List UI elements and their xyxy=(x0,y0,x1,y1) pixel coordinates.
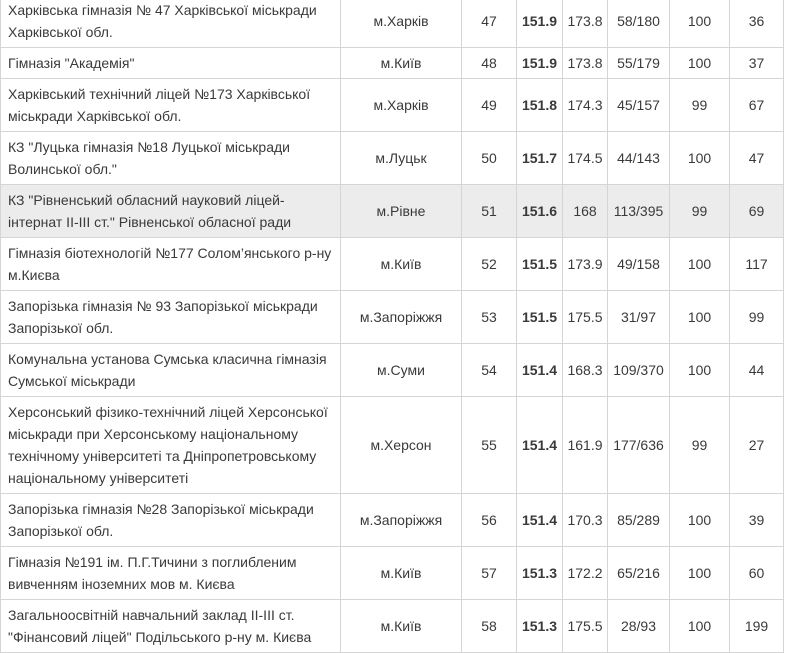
participants-ratio-cell: 31/97 xyxy=(608,291,670,344)
rank-cell: 52 xyxy=(462,238,517,291)
participants-ratio-cell: 58/180 xyxy=(608,0,670,48)
max-score-cell: 172.2 xyxy=(563,547,608,600)
participants-ratio-cell: 28/93 xyxy=(608,600,670,653)
participants-ratio-cell: 177/636 xyxy=(608,397,670,494)
table-row xyxy=(1,238,784,291)
participants-ratio-cell: 65/216 xyxy=(608,547,670,600)
score-cell: 151.4 xyxy=(517,397,563,494)
school-name-cell: Гімназія №191 ім. П.Г.Тичини з поглибленим вивченням іноземних мов м. Києва xyxy=(1,547,341,600)
max-score-cell: 175.5 xyxy=(563,291,608,344)
participants-ratio-cell: 55/179 xyxy=(608,48,670,79)
school-name-cell: Запорізька гімназія №28 Запорізької міськради Запорізької обл. xyxy=(1,494,341,547)
table-row xyxy=(1,79,784,132)
percent-cell: 100 xyxy=(670,344,730,397)
score-cell: 151.5 xyxy=(517,238,563,291)
max-score-cell: 174.5 xyxy=(563,132,608,185)
position-cell: 47 xyxy=(730,132,784,185)
school-name-cell: Запорізька гімназія № 93 Запорізької міськради Запорізької обл. xyxy=(1,291,341,344)
score-cell: 151.4 xyxy=(517,494,563,547)
max-score-cell: 173.8 xyxy=(563,0,608,48)
percent-cell: 100 xyxy=(670,48,730,79)
table-row xyxy=(1,600,784,653)
score-cell: 151.8 xyxy=(517,79,563,132)
rank-cell: 48 xyxy=(462,48,517,79)
city-cell: м.Херсон xyxy=(341,397,462,494)
school-name-cell: Харківський технічний ліцей №173 Харківської міськради Харківської обл. xyxy=(1,79,341,132)
rank-cell: 50 xyxy=(462,132,517,185)
rank-cell: 54 xyxy=(462,344,517,397)
table-row xyxy=(1,397,784,494)
school-name-cell: Загальноосвітній навчальний заклад ІІ-ІІІ ст. "Фінансовий ліцей" Подільського р-ну м. Києва xyxy=(1,600,341,653)
max-score-cell: 168.3 xyxy=(563,344,608,397)
participants-ratio-cell: 85/289 xyxy=(608,494,670,547)
school-name-cell: КЗ "Рівненський обласний науковий ліцей-інтернат ІІ-ІІІ ст." Рівненської обласної ради xyxy=(1,185,341,238)
city-cell: м.Київ xyxy=(341,600,462,653)
max-score-cell: 174.3 xyxy=(563,79,608,132)
city-cell: м.Київ xyxy=(341,547,462,600)
position-cell: 60 xyxy=(730,547,784,600)
percent-cell: 100 xyxy=(670,291,730,344)
max-score-cell: 161.9 xyxy=(563,397,608,494)
rank-cell: 56 xyxy=(462,494,517,547)
school-name-cell: Харківська гімназія № 47 Харківської міськради Харківської обл. xyxy=(1,0,341,48)
position-cell: 39 xyxy=(730,494,784,547)
city-cell: м.Суми xyxy=(341,344,462,397)
position-cell: 27 xyxy=(730,397,784,494)
position-cell: 199 xyxy=(730,600,784,653)
score-cell: 151.3 xyxy=(517,600,563,653)
percent-cell: 99 xyxy=(670,185,730,238)
score-cell: 151.4 xyxy=(517,344,563,397)
percent-cell: 100 xyxy=(670,0,730,48)
score-cell: 151.3 xyxy=(517,547,563,600)
city-cell: м.Луцьк xyxy=(341,132,462,185)
position-cell: 44 xyxy=(730,344,784,397)
rank-cell: 55 xyxy=(462,397,517,494)
participants-ratio-cell: 109/370 xyxy=(608,344,670,397)
table-row xyxy=(1,344,784,397)
percent-cell: 100 xyxy=(670,132,730,185)
table-row xyxy=(1,48,784,79)
rank-cell: 58 xyxy=(462,600,517,653)
rank-cell: 49 xyxy=(462,79,517,132)
school-name-cell: Гімназія біотехнологій №177 Солом’янського р-ну м.Києва xyxy=(1,238,341,291)
max-score-cell: 170.3 xyxy=(563,494,608,547)
city-cell: м.Рівне xyxy=(341,185,462,238)
percent-cell: 100 xyxy=(670,600,730,653)
position-cell: 37 xyxy=(730,48,784,79)
percent-cell: 99 xyxy=(670,79,730,132)
percent-cell: 100 xyxy=(670,494,730,547)
table-body xyxy=(1,0,784,653)
table-row xyxy=(1,494,784,547)
score-cell: 151.9 xyxy=(517,0,563,48)
school-name-cell: Гімназія "Академія" xyxy=(1,48,341,79)
table-row xyxy=(1,291,784,344)
city-cell: м.Харків xyxy=(341,79,462,132)
city-cell: м.Київ xyxy=(341,238,462,291)
position-cell: 117 xyxy=(730,238,784,291)
school-name-cell: КЗ "Луцька гімназія №18 Луцької міськради Волинської обл." xyxy=(1,132,341,185)
city-cell: м.Запоріжжя xyxy=(341,291,462,344)
participants-ratio-cell: 49/158 xyxy=(608,238,670,291)
position-cell: 36 xyxy=(730,0,784,48)
participants-ratio-cell: 45/157 xyxy=(608,79,670,132)
score-cell: 151.5 xyxy=(517,291,563,344)
percent-cell: 100 xyxy=(670,547,730,600)
rank-cell: 51 xyxy=(462,185,517,238)
position-cell: 69 xyxy=(730,185,784,238)
table-row xyxy=(1,185,784,238)
rank-cell: 57 xyxy=(462,547,517,600)
score-cell: 151.9 xyxy=(517,48,563,79)
rank-cell: 53 xyxy=(462,291,517,344)
position-cell: 67 xyxy=(730,79,784,132)
max-score-cell: 168 xyxy=(563,185,608,238)
max-score-cell: 173.9 xyxy=(563,238,608,291)
max-score-cell: 175.5 xyxy=(563,600,608,653)
school-name-cell: Херсонський фізико-технічний ліцей Херсонської міськради при Херсонському національному технічному університеті та Дніпропетровському національному університеті xyxy=(1,397,341,494)
table-row xyxy=(1,547,784,600)
percent-cell: 99 xyxy=(670,397,730,494)
school-name-cell: Комунальна установа Сумська класична гімназія Сумської міськради xyxy=(1,344,341,397)
percent-cell: 100 xyxy=(670,238,730,291)
score-cell: 151.7 xyxy=(517,132,563,185)
score-cell: 151.6 xyxy=(517,185,563,238)
participants-ratio-cell: 113/395 xyxy=(608,185,670,238)
city-cell: м.Харків xyxy=(341,0,462,48)
table-row xyxy=(1,132,784,185)
rank-cell: 47 xyxy=(462,0,517,48)
table-row xyxy=(1,0,784,48)
max-score-cell: 173.8 xyxy=(563,48,608,79)
position-cell: 99 xyxy=(730,291,784,344)
participants-ratio-cell: 44/143 xyxy=(608,132,670,185)
city-cell: м.Київ xyxy=(341,48,462,79)
city-cell: м.Запоріжжя xyxy=(341,494,462,547)
